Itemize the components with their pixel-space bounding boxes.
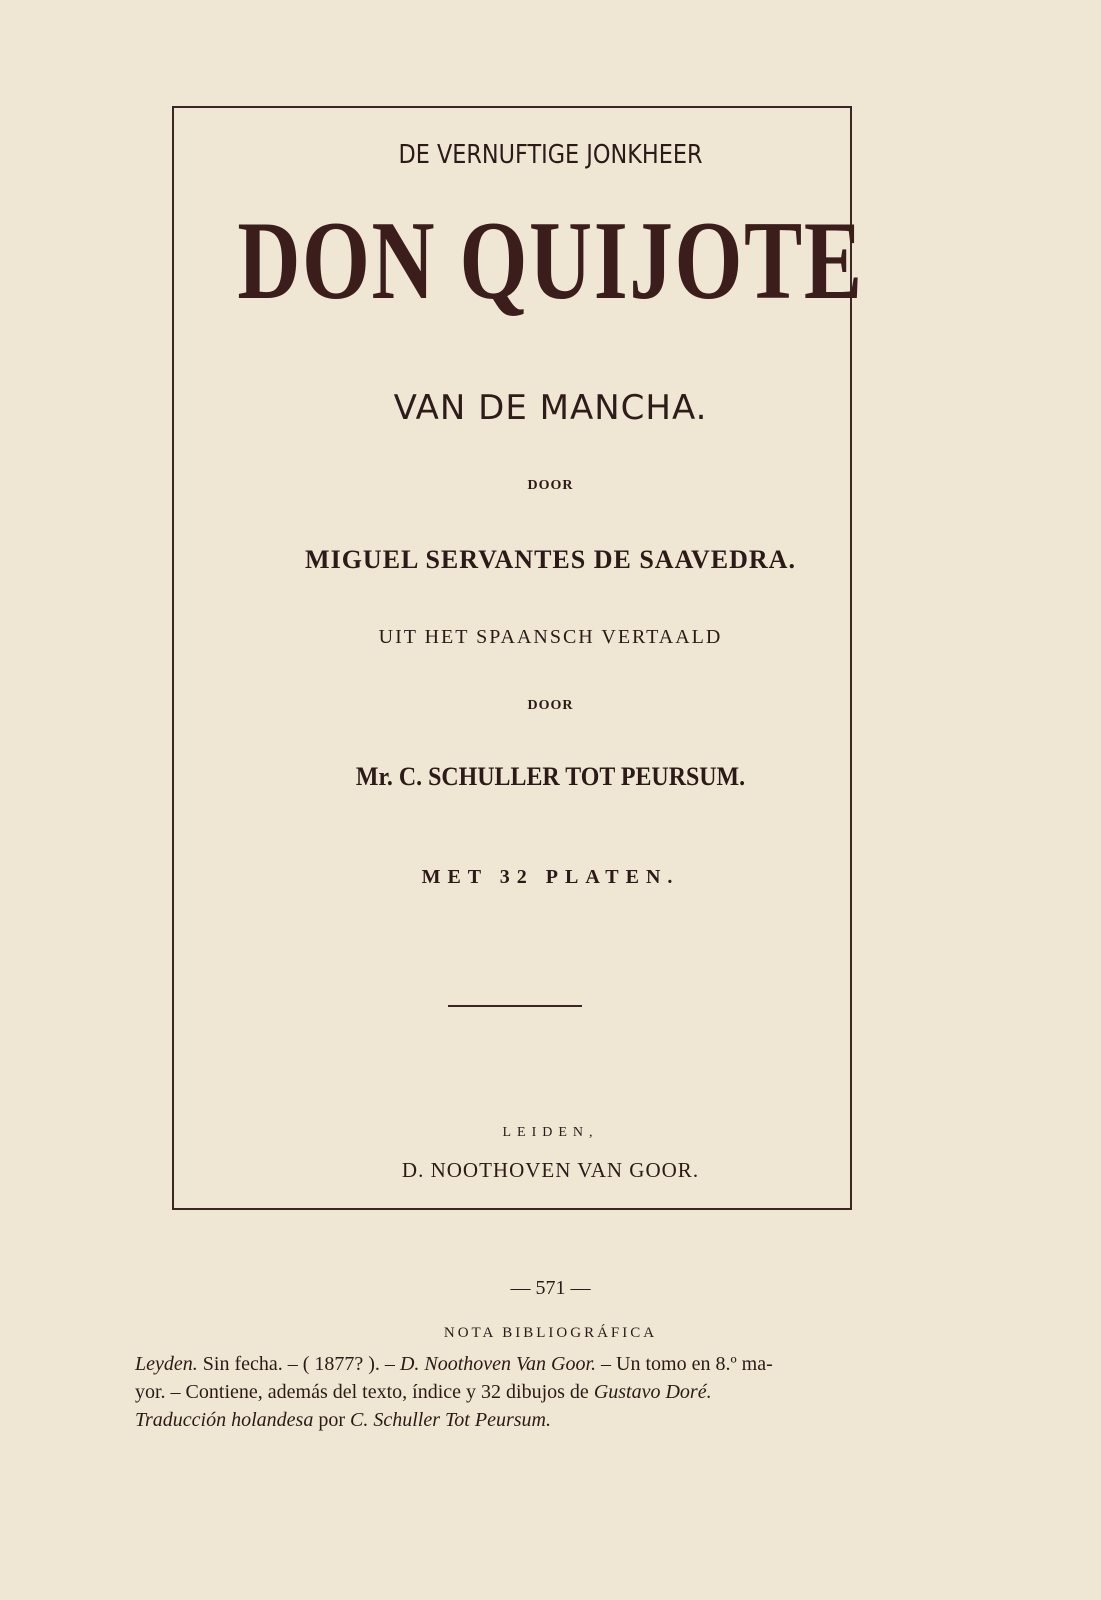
nota-title: NOTA BIBLIOGRÁFICA: [443, 1325, 658, 1341]
nota-date: Sin fecha. – ( 1877? ). –: [197, 1353, 400, 1375]
main-title: DON QUIJOTE: [237, 199, 864, 323]
nota-city: Leyden.: [135, 1353, 198, 1375]
author-name: MIGUEL SERVANTES DE SAAVEDRA.: [305, 545, 796, 574]
translated-line: UIT HET SPAANSCH VERTAALD: [378, 626, 723, 648]
nota-line-1: [135, 1350, 895, 1378]
nota-body: [135, 1350, 895, 1434]
door-label-2: DOOR: [527, 698, 574, 713]
nota-translation: Traducción holandesa: [135, 1409, 314, 1431]
city-line: LEIDEN,: [502, 1125, 599, 1140]
nota-por: por: [313, 1409, 351, 1431]
nota-line-2: [135, 1378, 895, 1406]
place-line: VAN DE MANCHA.: [393, 388, 708, 428]
nota-format: – Un tomo en 8.º ma-: [596, 1353, 773, 1375]
page-number: — 571 —: [510, 1277, 591, 1299]
translator-name: Mr. C. SCHULLER TOT PEURSUM.: [355, 762, 746, 791]
nota-publisher: D. Noothoven Van Goor.: [399, 1353, 597, 1375]
door-label-1: DOOR: [527, 478, 574, 493]
nota-line-3: [135, 1406, 895, 1434]
publisher-line: D. NOOTHOVEN VAN GOOR.: [401, 1158, 700, 1182]
subtitle-top: DE VERNUFTIGE JONKHEER: [398, 140, 703, 170]
nota-contents: yor. – Contiene, además del texto, índice y 32 dibujos de: [135, 1381, 594, 1403]
plates-line: MET 32 PLATEN.: [421, 866, 680, 888]
divider-rule: [448, 1005, 582, 1007]
nota-translator: C. Schuller Tot Peursum.: [350, 1409, 551, 1431]
nota-illustrator: Gustavo Doré.: [593, 1381, 712, 1403]
